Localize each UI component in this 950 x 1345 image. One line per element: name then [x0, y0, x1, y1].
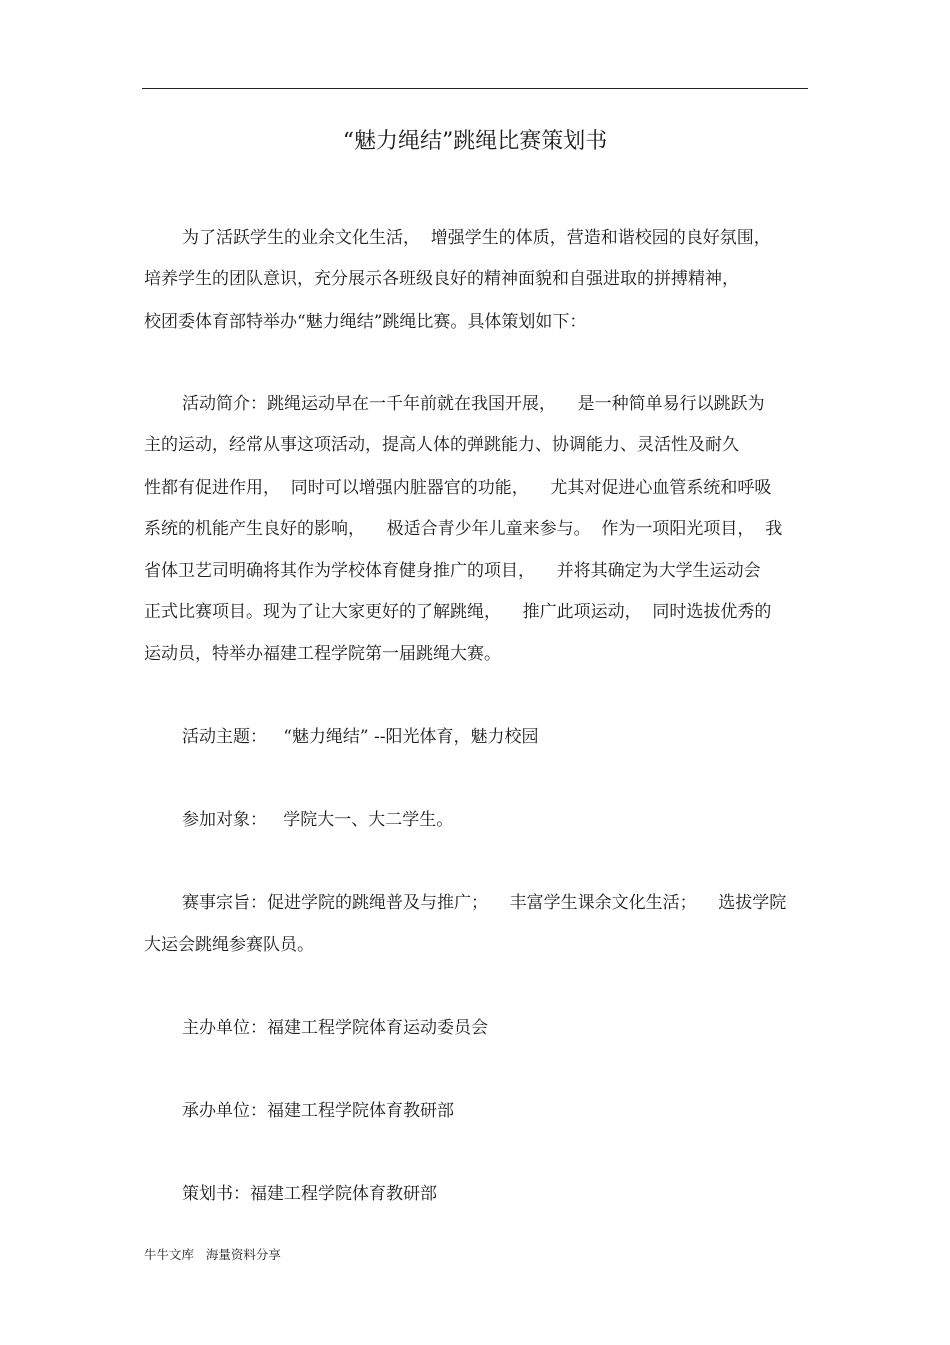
activity-theme: 活动主题： “魅力绳结” --阳光体育，魅力校园 — [182, 727, 539, 747]
activity-intro-line-1: 活动简介：跳绳运动早在一千年前就在我国开展， 是一种简单易行以跳跃为 — [182, 394, 765, 414]
activity-intro-line-5: 省体卫艺司明确将其作为学校体育健身推广的项目， 并将其确定为大学生运动会 — [144, 561, 761, 581]
intro-line-2: 培养学生的团队意识，充分展示各班级良好的精神面貌和自强进取的拼搏精神， — [144, 269, 739, 289]
participants: 参加对象： 学院大一、大二学生。 — [182, 810, 454, 830]
document-title: “魅力绳结”跳绳比赛策划书 — [342, 129, 608, 154]
activity-intro-line-4: 系统的机能产生良好的影响， 极适合青少年儿童来参与。 作为一项阳光项目， 我 — [144, 519, 783, 539]
purpose-line-1: 赛事宗旨：促进学院的跳绳普及与推广； 丰富学生课余文化生活； 选拔学院 — [182, 893, 787, 913]
purpose-line-2: 大运会跳绳参赛队员。 — [144, 935, 314, 955]
activity-intro-line-7: 运动员，特举办福建工程学院第一届跳绳大赛。 — [144, 644, 501, 664]
planner: 策划书：福建工程学院体育教研部 — [182, 1184, 437, 1204]
organizer: 主办单位：福建工程学院体育运动委员会 — [182, 1018, 488, 1038]
footer-text: 牛牛文库 海量资料分享 — [144, 1247, 281, 1262]
intro-line-1: 为了活跃学生的业余文化生活， 增强学生的体质，营造和谐校园的良好氛围， — [182, 228, 771, 248]
intro-line-3: 校团委体育部特举办“魅力绳结”跳绳比赛。具体策划如下： — [144, 312, 587, 332]
header-rule — [142, 88, 808, 89]
activity-intro-line-3: 性都有促进作用， 同时可以增强内脏器官的功能， 尤其对促进心血管系统和呼吸 — [144, 478, 772, 498]
activity-intro-line-6: 正式比赛项目。现为了让大家更好的了解跳绳， 推广此项运动， 同时选拔优秀的 — [144, 602, 772, 622]
activity-intro-line-2: 主的运动，经常从事这项活动，提高人体的弹跳能力、协调能力、灵活性及耐久 — [144, 435, 739, 455]
co-organizer: 承办单位：福建工程学院体育教研部 — [182, 1101, 454, 1121]
